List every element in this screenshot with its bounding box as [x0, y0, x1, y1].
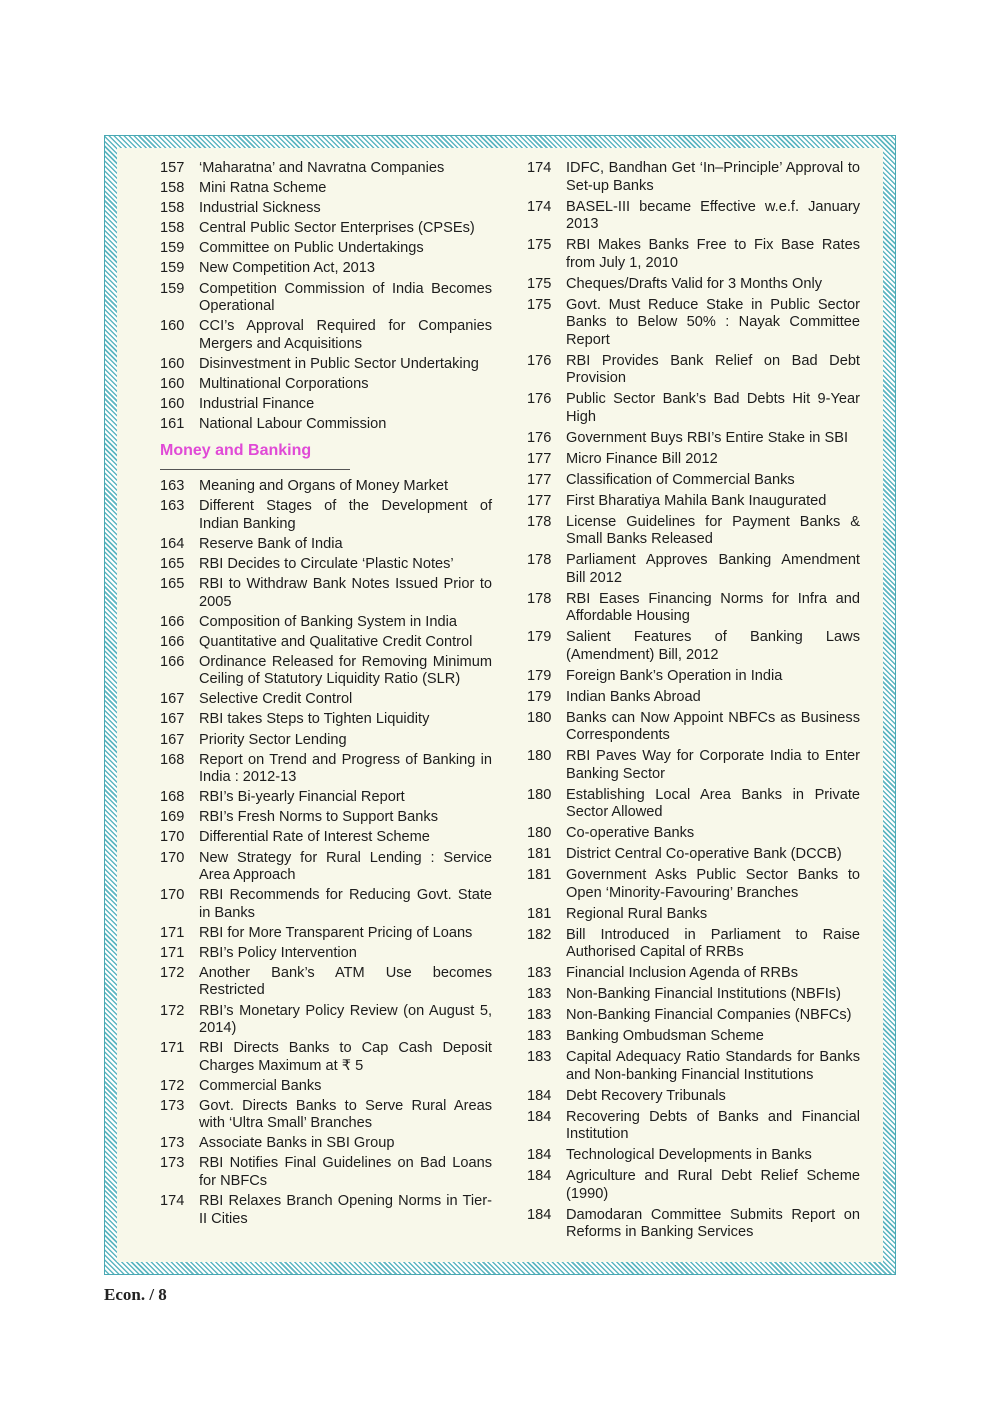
entry-title: Regional Rural Banks	[566, 905, 708, 922]
entry-title: Committee on Public Undertakings	[199, 240, 424, 257]
entry-title: New Competition Act, 2013	[199, 260, 376, 277]
entry-title: RBI for More Transparent Pricing of Loans	[199, 924, 473, 941]
entry-title: Financial Inclusion Agenda of RRBs	[566, 965, 799, 981]
entry-title: Govt. Must Reduce Stake in Public Sector Banks to Below 50% : Nayak Committee Report	[566, 296, 860, 348]
entry-title: Report on Trend and Progress of Banking in India : 2012-13	[199, 751, 492, 786]
contents-entry	[160, 925, 492, 943]
contents-entry	[160, 691, 492, 709]
page-number: 160	[160, 395, 185, 412]
contents-entry	[160, 732, 492, 750]
page-number: 161	[160, 416, 185, 433]
entry-title: Establishing Local Area Banks in Private Sector Allowed	[566, 786, 860, 820]
contents-entry	[527, 451, 860, 469]
page-number: 172	[160, 964, 185, 981]
contents-entry	[527, 1088, 860, 1106]
entry-title: RBI’s Fresh Norms to Support Banks	[199, 809, 438, 826]
entry-title: RBI Makes Banks Free to Fix Base Rates from July 1, 2010	[566, 237, 860, 271]
entry-title: Micro Finance Bill 2012	[566, 450, 718, 467]
contents-entry	[160, 281, 492, 316]
page-number: 180	[527, 709, 552, 726]
page-number: 184	[527, 1168, 552, 1184]
page-number: 171	[160, 1040, 185, 1057]
section-heading: Money and Banking	[160, 441, 311, 464]
page-number: 182	[527, 926, 552, 943]
contents-entry	[160, 200, 492, 218]
entry-title: RBI Decides to Circulate ‘Plastic Notes’	[199, 555, 454, 572]
entry-title: ‘Maharatna’ and Navratna Companies	[199, 160, 445, 176]
entry-title: Disinvestment in Public Sector Undertaking	[199, 355, 479, 372]
page-number: 178	[527, 590, 552, 607]
page-number: 159	[160, 240, 185, 257]
entry-title: Meaning and Organs of Money Market	[199, 478, 449, 495]
entry-title: Mini Ratna Scheme	[199, 180, 327, 197]
page-number: 183	[527, 986, 552, 1002]
contents-entry	[160, 220, 492, 238]
entry-title: RBI’s Bi-yearly Financial Report	[199, 789, 405, 806]
contents-entry	[160, 1155, 492, 1190]
entry-title: CCI’s Approval Required for Companies Mergers and Acquisitions	[199, 318, 492, 352]
contents-entry	[527, 846, 860, 864]
entry-title: RBI Provides Bank Relief on Bad Debt Provision	[566, 352, 860, 386]
entry-title: Associate Banks in SBI Group	[199, 1135, 395, 1152]
page-number: 177	[527, 492, 552, 509]
contents-column-left	[160, 160, 492, 1231]
contents-entry	[527, 1049, 860, 1084]
page-number: 170	[160, 887, 185, 904]
contents-entry	[527, 1168, 860, 1203]
entry-title: Central Public Sector Enterprises (CPSEs)	[199, 220, 475, 237]
page-number: 175	[527, 275, 552, 292]
entry-title: Different Stages of the Development of Indian Banking	[199, 498, 492, 532]
contents-entry	[160, 887, 492, 922]
page-number: 166	[160, 653, 185, 670]
entry-title: Government Asks Public Sector Banks to Open ‘Minority-Favouring’ Branches	[566, 867, 860, 901]
contents-entry	[527, 748, 860, 783]
page-number: 158	[160, 220, 185, 237]
entry-title: RBI’s Policy Intervention	[199, 944, 357, 961]
page-number: 178	[527, 552, 552, 568]
contents-entry	[160, 1193, 492, 1228]
contents-entry	[527, 1007, 860, 1025]
entry-title: Parliament Approves Banking Amendment Bill 2012	[566, 552, 860, 586]
entry-title: Government Buys RBI’s Entire Stake in SBI	[566, 429, 848, 446]
contents-entry	[160, 318, 492, 353]
contents-entry	[527, 965, 860, 983]
contents-list-money-banking	[160, 478, 492, 1228]
page-number: 174	[160, 1193, 185, 1210]
entry-title: Composition of Banking System in India	[199, 613, 457, 630]
page-number: 159	[160, 280, 185, 297]
entry-title: RBI Recommends for Reducing Govt. State in Banks	[199, 887, 492, 921]
contents-entry	[160, 789, 492, 807]
page-number: 180	[527, 748, 552, 764]
contents-entry	[527, 668, 860, 686]
entry-title: Multinational Corporations	[199, 375, 369, 392]
entry-title: Commercial Banks	[199, 1077, 322, 1094]
page-number: 163	[160, 478, 185, 495]
contents-entry	[160, 711, 492, 729]
page-number: 175	[527, 296, 552, 313]
page-number: 160	[160, 375, 185, 392]
page-number: 177	[527, 450, 552, 467]
entry-title: RBI takes Steps to Tighten Liquidity	[199, 711, 430, 728]
entry-title: Another Bank’s ATM Use becomes Restricted	[199, 964, 492, 999]
page-number: 172	[160, 1077, 185, 1094]
page-number: 158	[160, 180, 185, 197]
page-number: 167	[160, 691, 185, 708]
contents-list-industry	[160, 160, 492, 434]
entry-title: Technological Developments in Banks	[566, 1147, 812, 1163]
entry-title: Cheques/Drafts Valid for 3 Months Only	[566, 275, 823, 292]
entry-title: Ordinance Released for Removing Minimum Ceiling of Statutory Liquidity Ratio (SLR)	[199, 653, 492, 688]
contents-entry	[160, 654, 492, 689]
contents-entry	[160, 536, 492, 554]
contents-entry	[160, 180, 492, 198]
contents-entry	[160, 1078, 492, 1096]
contents-entry	[527, 787, 860, 822]
page-number: 184	[527, 1087, 552, 1104]
page-number: 177	[527, 471, 552, 488]
contents-entry	[527, 472, 860, 490]
contents-entry	[527, 237, 860, 272]
entry-title: First Bharatiya Mahila Bank Inaugurated	[566, 492, 827, 509]
page-number: 184	[527, 1206, 552, 1223]
page-number: 160	[160, 355, 185, 372]
page-number: 183	[527, 1028, 552, 1044]
contents-entry	[527, 867, 860, 902]
entry-title: Bill Introduced in Parliament to Raise Authorised Capital of RRBs	[566, 926, 860, 960]
contents-entry	[160, 850, 492, 885]
entry-title: Foreign Bank’s Operation in India	[566, 667, 783, 684]
page-number: 160	[160, 318, 185, 335]
contents-entry	[160, 752, 492, 787]
entry-title: Competition Commission of India Becomes Operational	[199, 280, 492, 315]
contents-entry	[160, 160, 492, 178]
page-number: 172	[160, 1002, 185, 1019]
contents-entry	[527, 493, 860, 511]
contents-entry	[527, 276, 860, 294]
page-number: 181	[527, 905, 552, 922]
entry-title: RBI Directs Banks to Cap Cash Deposit Charges Maximum at ₹ 5	[199, 1040, 492, 1074]
contents-entry	[527, 514, 860, 549]
entry-title: RBI Eases Financing Norms for Infra and Affordable Housing	[566, 590, 860, 624]
contents-entry	[527, 297, 860, 350]
entry-title: RBI Notifies Final Guidelines on Bad Loans for NBFCs	[199, 1155, 492, 1189]
page-number: 159	[160, 260, 185, 277]
contents-entry	[527, 927, 860, 962]
contents-entry	[527, 825, 860, 843]
contents-entry	[160, 1003, 492, 1038]
page-number: 167	[160, 731, 185, 748]
page-number: 174	[527, 160, 552, 176]
page-number: 174	[527, 198, 552, 215]
entry-title: New Strategy for Rural Lending : Service Area Approach	[199, 849, 492, 884]
entry-title: RBI’s Monetary Policy Review (on August 5, 2014)	[199, 1002, 492, 1036]
entry-title: Differential Rate of Interest Scheme	[199, 829, 430, 846]
contents-entry	[160, 260, 492, 278]
entry-title: Co-operative Banks	[566, 825, 695, 841]
page-number: 180	[527, 825, 552, 841]
page-number: 181	[527, 846, 552, 862]
entry-title: RBI Paves Way for Corporate India to Enter Banking Sector	[566, 748, 860, 782]
contents-entry	[160, 1135, 492, 1153]
page-number: 173	[160, 1097, 185, 1114]
page-number: 168	[160, 789, 185, 806]
entry-title: IDFC, Bandhan Get ‘In–Principle’ Approval to Set-up Banks	[566, 160, 860, 194]
contents-entry	[527, 906, 860, 924]
entry-title: Damodaran Committee Submits Report on Reforms in Banking Services	[566, 1206, 860, 1240]
page-number: 167	[160, 711, 185, 728]
page-number: 175	[527, 237, 552, 253]
page-number: 170	[160, 829, 185, 846]
page-number: 171	[160, 924, 185, 941]
entry-title: National Labour Commission	[199, 416, 387, 433]
page-number: 179	[527, 667, 552, 684]
contents-entry	[527, 391, 860, 426]
page-number: 158	[160, 200, 185, 217]
contents-entry	[160, 498, 492, 533]
contents-entry	[160, 576, 492, 611]
contents-entry	[527, 710, 860, 745]
contents-entry	[527, 1207, 860, 1242]
entry-title: Priority Sector Lending	[199, 731, 347, 748]
contents-entry	[160, 478, 492, 496]
contents-entry	[160, 376, 492, 394]
page-number: 173	[160, 1135, 185, 1152]
contents-entry	[527, 353, 860, 388]
page-number: 179	[527, 688, 552, 705]
page-number: 165	[160, 576, 185, 592]
contents-entry	[527, 629, 860, 664]
page-number: 166	[160, 613, 185, 630]
contents-entry	[160, 1040, 492, 1075]
page-number: 163	[160, 498, 185, 515]
entry-title: District Central Co-operative Bank (DCCB)	[566, 846, 842, 862]
contents-entry	[160, 809, 492, 827]
contents-entry	[527, 689, 860, 707]
entry-title: Selective Credit Control	[199, 691, 353, 708]
entry-title: Public Sector Bank’s Bad Debts Hit 9-Year High	[566, 391, 860, 425]
contents-column-right	[527, 160, 860, 1245]
page-number: 179	[527, 629, 552, 645]
entry-title: Banks can Now Appoint NBFCs as Business Correspondents	[566, 709, 860, 743]
contents-entry	[527, 1028, 860, 1046]
contents-entry	[160, 945, 492, 963]
page-footer: Econ. / 8	[104, 1285, 167, 1304]
contents-entry	[160, 396, 492, 414]
page-number: 184	[527, 1147, 552, 1163]
contents-entry	[160, 614, 492, 632]
page-number: 183	[527, 1049, 552, 1065]
page-number: 165	[160, 555, 185, 572]
entry-title: RBI to Withdraw Bank Notes Issued Prior to 2005	[199, 576, 492, 610]
page-number: 164	[160, 535, 185, 552]
page-number: 183	[527, 1007, 552, 1023]
page-number: 184	[527, 1108, 552, 1125]
entry-title: Indian Banks Abroad	[566, 688, 701, 705]
contents-entry	[160, 965, 492, 1000]
entry-title: Non-Banking Financial Institutions (NBFIs)	[566, 986, 841, 1002]
contents-entry	[160, 416, 492, 434]
contents-entry	[527, 552, 860, 587]
contents-entry	[160, 556, 492, 574]
contents-entry	[160, 1098, 492, 1133]
entry-title: Agriculture and Rural Debt Relief Scheme (1990)	[566, 1168, 860, 1202]
contents-entry	[527, 160, 860, 195]
page-number: 181	[527, 867, 552, 883]
contents-entry	[527, 1147, 860, 1165]
entry-title: Quantitative and Qualitative Credit Control	[199, 633, 473, 650]
entry-title: Capital Adequacy Ratio Standards for Banks and Non-banking Financial Institutions	[566, 1049, 860, 1083]
page-number: 178	[527, 513, 552, 530]
entry-title: Banking Ombudsman Scheme	[566, 1028, 764, 1044]
page-number: 183	[527, 965, 552, 981]
entry-title: Non-Banking Financial Companies (NBFCs)	[566, 1007, 852, 1023]
contents-entry	[527, 591, 860, 626]
entry-title: RBI Relaxes Branch Opening Norms in Tier-II Cities	[199, 1193, 492, 1227]
entry-title: Recovering Debts of Banks and Financial Institution	[566, 1108, 860, 1142]
entry-title: Industrial Sickness	[199, 200, 321, 217]
page-number: 176	[527, 391, 552, 407]
page-number: 176	[527, 352, 552, 369]
page-number: 168	[160, 751, 185, 768]
page-number: 170	[160, 849, 185, 866]
page-number: 180	[527, 786, 552, 803]
entry-title: Classification of Commercial Banks	[566, 471, 795, 488]
contents-entry	[527, 430, 860, 448]
entry-title: Reserve Bank of India	[199, 535, 343, 552]
contents-entry	[527, 986, 860, 1004]
contents-entry	[160, 356, 492, 374]
contents-entry	[160, 829, 492, 847]
contents-entry	[527, 199, 860, 234]
contents-entry	[527, 1109, 860, 1144]
page-number: 176	[527, 429, 552, 446]
contents-entry	[160, 240, 492, 258]
entry-title: BASEL-III became Effective w.e.f. January 2013	[566, 198, 860, 232]
page-number: 169	[160, 809, 185, 826]
entry-title: Salient Features of Banking Laws (Amendment) Bill, 2012	[566, 629, 860, 663]
entry-title: Govt. Directs Banks to Serve Rural Areas with ‘Ultra Small’ Branches	[199, 1097, 492, 1132]
entry-title: License Guidelines for Payment Banks & Small Banks Released	[566, 513, 860, 547]
page-number: 171	[160, 944, 185, 961]
page-number: 173	[160, 1155, 185, 1172]
page-number: 166	[160, 633, 185, 650]
contents-entry	[160, 634, 492, 652]
page-number: 157	[160, 160, 185, 176]
entry-title: Debt Recovery Tribunals	[566, 1087, 726, 1104]
entry-title: Industrial Finance	[199, 395, 315, 412]
